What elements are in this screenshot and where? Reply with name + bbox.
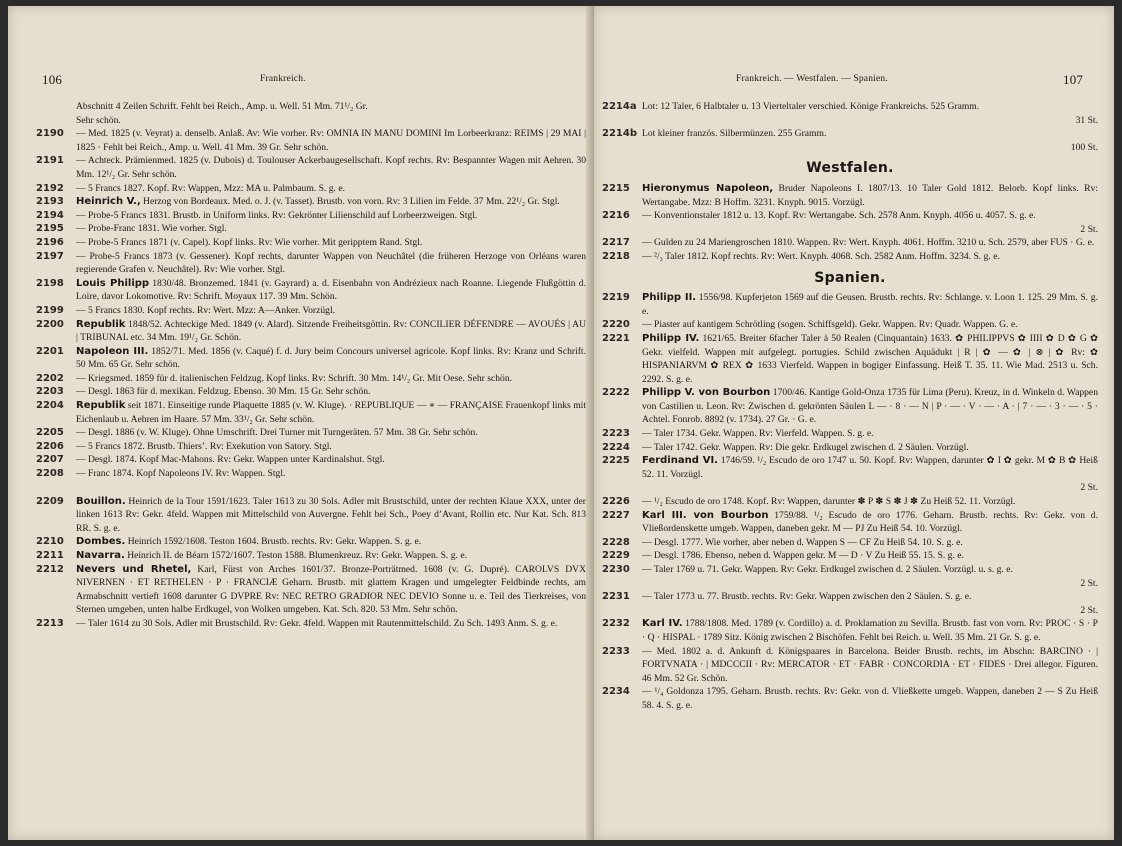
entry-description: — Taler 1734. Gekr. Wappen. Rv: Vierfeld. Wappen. S. g. e.: [642, 428, 874, 440]
lot-number: 2198: [36, 277, 64, 289]
catalog-entry: [602, 236, 1098, 250]
entry-text: [76, 535, 586, 549]
entry-description: — 5 Francs 1872. Brustb. Thiers’. Rv: Exekution von Satory. Stgl.: [76, 440, 332, 452]
ruler-name: Ferdinand VI.: [642, 455, 718, 467]
piece-count: 2 St.: [1080, 577, 1098, 589]
entry-text: [642, 182, 1098, 209]
entry-description: — Taler 1742. Gekr. Wappen. Rv: Die gekr. Erdkugel zwischen d. 2 Säulen. Vorzügl.: [642, 441, 969, 453]
entry-text: [76, 182, 586, 196]
entry-description: seit 1871. Einseitige runde Plaquette 1885 (v. W. Kluge). · REPUBLIQUE — ∗ — FRANÇAISE Frauenkopf links mit Eichenlaub u. Aehren im Haare. 57 Mm. 33¹/₂ Gr. Sehr schön.: [76, 400, 586, 425]
lot-number: 2234: [602, 686, 630, 698]
entry-description: 1700/46. Kantige Gold-Onza 1735 für Lima (Peru). Kreuz, in d. Winkeln d. Wappen von Castilien u. Leon. Rv: Zwischen d. gekrönten Säulen L — · 8 · — N | P · — · V · — · A · | 7 · — · 3 · — · 5 · Achtel. Fonrob. 8892 (v. 1734). 27 Gr. · G. e.: [642, 387, 1098, 426]
entry-description: — ²/₃ Taler 1812. Kopf rechts. Rv: Wert. Knyph. 4068. Sch. 2582 Anm. Hoffm. 3234. S. g. e.: [642, 250, 1000, 262]
catalog-entry: [602, 427, 1098, 441]
entry-text: [642, 563, 1098, 590]
lot-number: 2199: [36, 304, 64, 316]
page-number: 107: [1063, 72, 1084, 87]
entry-description: Lot kleiner französ. Silbermünzen. 255 Gramm.: [642, 128, 827, 140]
entry-description: — 5 Francs 1827. Kopf. Rv: Wappen, Mzz: MA u. Palmbaum. S. g. e.: [76, 182, 345, 194]
lot-number: 2197: [36, 250, 64, 262]
lot-number: 2200: [36, 318, 64, 330]
left-column: [36, 100, 586, 631]
catalog-entry: [36, 372, 586, 386]
lot-number: 2202: [36, 372, 64, 384]
lot-number: 2225: [602, 455, 630, 467]
catalog-entry: [602, 536, 1098, 550]
entry-text: [76, 304, 586, 318]
catalog-entry: [36, 399, 586, 426]
entry-text: [76, 345, 586, 372]
lot-number: 2210: [36, 536, 64, 548]
entry-description: — Probe-Franc 1831. Wie vorher. Stgl.: [76, 223, 227, 235]
lot-number: 2192: [36, 182, 64, 194]
left-page: [8, 6, 600, 840]
entry-description: — ¹/₂ Escudo de oro 1748. Kopf. Rv: Wappen, darunter ✽ P ✽ S ✽ J ✽ Zu Heiß 52. 11. Vorzügl.: [642, 496, 1016, 508]
lot-number: 2207: [36, 454, 64, 466]
catalog-entry: [36, 617, 586, 631]
lot-number: 2218: [602, 250, 630, 262]
entry-text: [76, 209, 586, 223]
entry-description: — Konventionstaler 1812 u. 13. Kopf. Rv: Wertangabe. Sch. 2578 Anm. Knyph. 4056 u. 4057. S. g. e.: [642, 210, 1036, 222]
lot-number: 2204: [36, 400, 64, 412]
ruler-name: Republik: [76, 400, 126, 412]
catalog-entry: [602, 685, 1098, 712]
section-heading-westfalen: Westfalen.: [806, 160, 894, 177]
entry-description: — Desgl. 1863 für d. mexikan. Feldzug. Ebenso. 30 Mm. 15 Gr. Sehr schön.: [76, 386, 371, 398]
entry-text: [642, 549, 1098, 563]
entry-text: [76, 222, 586, 236]
intro-line: Sehr schön.: [76, 114, 121, 126]
catalog-entry: [36, 563, 586, 617]
catalog-entry: [36, 426, 586, 440]
entry-text: [642, 318, 1098, 332]
entry-description: — ¹/₄ Goldonza 1795. Geharn. Brustb. rechts. Rv: Gekr. von d. Vließkette umgeb. Wappen, daneben 2 — S Zu Heiß 58. 4. S. g. e.: [642, 686, 1098, 711]
ruler-name: Karl IV.: [642, 618, 683, 630]
lot-number: 2193: [36, 196, 64, 208]
ruler-name: Napoleon III.: [76, 345, 149, 357]
catalog-entry: [602, 386, 1098, 427]
entry-description: 1788/1808. Med. 1789 (v. Cordillo) a. d. Proklamation zu Sevilla. Brustb. fast von vorn. Rv: PROC · S · P · Q · HISPAL · 1789 Sitz. König zwischen 2 Bischöfen. Fehlt bei Reich. u. Well. 35 Mm. 21 Gr. S. g. e.: [642, 618, 1098, 643]
catalog-entry: [602, 549, 1098, 563]
lot-number: 2191: [36, 155, 64, 167]
entry-description: — Probe-5 Francs 1873 (v. Gessener). Kopf rechts, darunter Wappen von Neuchâtel (die früheren Herzoge von Orléans waren regierende Grafen v. Neuchâtel). Rv: Wie vorher. Stgl.: [76, 250, 586, 276]
lot-number: 2219: [602, 292, 630, 304]
lot-number: 2206: [36, 440, 64, 452]
right-page: [594, 6, 1114, 840]
entry-text: [76, 127, 586, 154]
piece-count: 100 St.: [1070, 141, 1098, 153]
lot-number: 2223: [602, 428, 630, 440]
entry-text: [642, 236, 1098, 250]
lot-number: 2205: [36, 427, 64, 439]
entry-description: — Taler 1769 u. 71. Gekr. Wappen. Rv: Gekr. Erdkugel zwischen d. 2 Säulen. Vorzügl. u. s. g. e.: [642, 564, 1013, 575]
entry-text: [642, 291, 1098, 318]
lot-number: 2212: [36, 563, 64, 575]
catalog-entry: [602, 250, 1098, 264]
catalog-entry: [36, 277, 586, 304]
piece-count: 31 St.: [1075, 114, 1098, 126]
entry-text: [76, 277, 586, 304]
lot-number: 2195: [36, 223, 64, 235]
entry-text: [76, 195, 586, 209]
entry-description: 1852/71. Med. 1856 (v. Caqué) f. d. Jury beim Concours universel agricole. Kopf links. Rv: Kranz und Schrift. 50 Mm. 65 Gr. Sehr schön.: [76, 345, 586, 371]
catalog-entry: [602, 509, 1098, 536]
catalog-entry: [602, 495, 1098, 509]
entry-text: [642, 536, 1098, 550]
catalog-entry: [36, 236, 586, 250]
lot-number: 2230: [602, 564, 630, 575]
catalog-entry: [36, 250, 586, 277]
entry-text: [642, 127, 1098, 154]
lot-number: 2196: [36, 236, 64, 248]
entry-description: 1759/88. ¹/₂ Escudo de oro 1776. Geharn. Brustb. rechts. Rv: Gekr. von d. Vließordenskette umgeb. Wappen, daneben gekr. M — PJ Zu Heiß 54. 10. Vorzügl.: [642, 509, 1098, 535]
lot-number: 2220: [602, 319, 630, 331]
catalog-entry: [36, 385, 586, 399]
lot-number: 2233: [602, 645, 630, 657]
right-column: [602, 100, 1098, 713]
entry-text: [642, 617, 1098, 644]
entry-text: [642, 590, 1098, 617]
ruler-name: Philipp II.: [642, 292, 697, 304]
lot-number: 2194: [36, 209, 64, 221]
ruler-name: Dombes.: [76, 536, 126, 548]
catalog-entry: [602, 441, 1098, 455]
entry-text: [642, 209, 1098, 236]
catalog-entry: [602, 454, 1098, 495]
ruler-name: Republik: [76, 318, 126, 330]
catalog-entry: [36, 127, 586, 154]
catalog-entry: [36, 345, 586, 372]
piece-count: 2 St.: [1080, 223, 1098, 235]
entry-description: — 5 Francs 1830. Kopf rechts. Rv: Wert. Mzz: A—Anker. Vorzügl.: [76, 304, 336, 316]
entry-description: 1621/65. Breiter 6facher Taler à 50 Realen (Cinquantain) 1633. ✿ PHILIPPVS ✿ IIII ✿ D ✿ G ✿ Gekr. vielfeld. Wappen mit aufgelegt. portugies. Schild zwischen Aquädukt | R | ✿ — ✿ | ⊗ | ✿ Rv: ✿ HISPANIARVM ✿ REX ✿ 1633 Vierfeld. Wappen in bogiger Einfassung. Heiß T. 35. 11. Wie Mad. 2513 u. Sch. 2292. S. g. e.: [642, 332, 1098, 385]
entry-text: [76, 236, 586, 250]
catalog-entry: [36, 304, 586, 318]
entry-text: [642, 441, 1098, 455]
ruler-name: Bouillon.: [76, 495, 126, 507]
entry-text: [642, 454, 1098, 495]
lot-number: 2216: [602, 210, 630, 222]
entry-description: Heinrich de la Tour 1591/1623. Taler 1613 zu 30 Sols. Adler mit Brustschild, unter der rechten Klaue XXX, unter der linken 1613 Rv: Gekr. 4feld. Wappen mit Mittelschild von Auvergne. Fehlt bei Sch., Poey d’Avant, Rollin etc. Nur Kat. Sch. 813 RR. S. g. e.: [76, 495, 586, 534]
entry-description: — Med. 1802 a. d. Ankunft d. Königspaares in Barcelona. Beider Brustb. rechts, im Abschn: BARCINO · | FORTVNATA · | MDCCCII · Rv: MERCATOR · ET · FABR · CONCORDIA · ET · FIDES · Drei allegor. Figuren. 46 Mm. 52 Gr. Schön.: [642, 645, 1098, 684]
entry-text: [76, 250, 586, 277]
lot-number: 2209: [36, 495, 64, 507]
catalog-entry: [602, 182, 1098, 209]
lot-number: 2203: [36, 386, 64, 398]
catalog-entry: [36, 222, 586, 236]
entry-text: [642, 386, 1098, 427]
catalog-entry: [36, 209, 586, 223]
piece-count: 2 St.: [1080, 482, 1098, 494]
catalog-entry: [36, 154, 586, 181]
entry-description: — Achteck. Prämienmed. 1825 (v. Dubois) d. Toulouser Ackerbaugesellschaft. Kopf rechts. Rv: Bespannter Wagen mit Aehren. 30 Mm. 12¹/₂ Gr. Sehr schön.: [76, 155, 586, 180]
catalog-entry: [602, 590, 1098, 617]
entry-text: [76, 495, 586, 536]
ruler-name: Hieronymus Napoleon,: [642, 182, 774, 194]
lot-number: 2215: [602, 182, 630, 194]
entry-text: [642, 100, 1098, 127]
catalog-entry: [602, 332, 1098, 386]
lot-number: 2208: [36, 468, 64, 480]
lot-number: 2211: [36, 550, 64, 561]
entry-text: [76, 563, 586, 617]
entry-description: Heinrich II. de Béarn 1572/1607. Teston 1588. Blumenkreuz. Rv: Gekr. Wappen. S. g. e.: [124, 550, 467, 561]
entry-text: [76, 617, 586, 631]
entry-text: [642, 509, 1098, 536]
lot-number: 2190: [36, 128, 64, 140]
entry-description: — Franc 1874. Kopf Napoleons IV. Rv: Wappen. Stgl.: [76, 468, 286, 480]
intro-line: Abschnitt 4 Zeilen Schrift. Fehlt bei Reich., Amp. u. Well. 51 Mm. 71¹/₂ Gr.: [76, 101, 368, 112]
catalog-entry: [36, 495, 586, 536]
lot-number: 2214b: [602, 128, 637, 140]
ruler-name: Navarra.: [76, 550, 125, 561]
entry-description: — Gulden zu 24 Mariengroschen 1810. Wappen. Rv: Wert. Knyph. 4061. Hoffm. 3210 u. Sch. 2579, aber FUS · G. e.: [642, 237, 1095, 249]
page-number: 106: [42, 72, 63, 87]
ruler-name: Nevers und Rhetel,: [76, 563, 192, 575]
lot-number: 2213: [36, 617, 64, 629]
lot-number: 2217: [602, 237, 630, 249]
entry-text: [76, 426, 586, 440]
entry-text: [642, 685, 1098, 712]
entry-description: Lot: 12 Taler, 6 Halbtaler u. 13 Vierteltaler verschied. Könige Frankreichs. 525 Gramm.: [642, 101, 980, 112]
ruler-name: Philipp V. von Bourbon: [642, 387, 771, 399]
piece-count: 2 St.: [1080, 604, 1098, 616]
running-head: Frankreich.: [260, 74, 306, 84]
entry-text: [76, 399, 586, 426]
entry-description: 1848/52. Achteckige Med. 1849 (v. Alard). Sitzende Freiheitsgöttin. Rv: CONCILIER DÉFENDRE — AVOUÉS | AU | TRIBUNAL etc. 34 Mm. 19¹/₂ Gr. Schön.: [76, 318, 586, 344]
entry-description: 1556/98. Kupferjeton 1569 auf die Geusen. Brustb. rechts. Rv: Schlange. v. Loon 1. 125. 29 Mm. S. g. e.: [642, 292, 1098, 317]
entry-text: [642, 645, 1098, 686]
entry-description: 1746/59. ¹/₂ Escudo de oro 1747 u. 50. Kopf. Rv: Wappen, darunter ✿ I ✿ gekr. M ✿ B ✿ Heiß 52. 11. Vorzügl.: [642, 455, 1098, 480]
entry-description: — Desgl. 1886 (v. W. Kluge). Ohne Umschrift. Drei Turner mit Turngeräten. 57 Mm. 38 Gr. Sehr schön.: [76, 427, 478, 439]
entry-text: [76, 385, 586, 399]
catalog-entry: [602, 209, 1098, 236]
entry-description: Bruder Napoleons I. 1807/13. 10 Taler Gold 1812. Belorb. Kopf links. Rv: Wertangabe. Mzz: B Hoffm. 3231. Knyph. 9015. Vorzügl.: [642, 182, 1098, 208]
catalog-entry: [602, 645, 1098, 686]
catalog-entry: [36, 440, 586, 454]
catalog-entry: [602, 617, 1098, 644]
entry-description: Karl, Fürst von Arches 1601/37. Bronze-Porträtmed. 1608 (v. G. Dupré). CAROLVS DVX NIVERNEN · ET RETHELEN · P · FRANCIÆ Geharn. Brustb. mit glattem Kragen und umgelegter Feldbinde rechts, am Armabschnitt vertieft 1608 darunter G DVPRE Rv: NEC RETRO GRADIOR NEC DEVIO Sonne u. e. Teil des Tierkreises, von Sternen umgeben, unten halbe Erdkugel, von Wolken umgeben. Kat. Sch. 820. 53 Mm. Sehr schön.: [76, 563, 586, 616]
catalog-entry: [36, 467, 586, 481]
entry-text: [76, 467, 586, 481]
lot-number: 2224: [602, 441, 630, 453]
lot-number: 2229: [602, 550, 630, 562]
entry-description: — Probe-5 Francs 1871 (v. Capel). Kopf links. Rv: Wie vorher. Mit geripptem Rand. Stgl.: [76, 236, 423, 248]
catalog-entry: [36, 549, 586, 563]
catalog-entry: [602, 100, 1098, 127]
catalog-entry: [36, 195, 586, 209]
catalog-entry: [602, 291, 1098, 318]
lot-number: 2227: [602, 509, 630, 521]
entry-description: Heinrich 1592/1608. Teston 1604. Brustb. rechts. Rv: Gekr. Wappen. S. g. e.: [125, 536, 422, 548]
lot-number: 2201: [36, 345, 64, 357]
entry-text: [76, 440, 586, 454]
catalog-entry: [36, 453, 586, 467]
lot-number: 2214a: [602, 101, 637, 112]
catalog-entry: [602, 127, 1098, 154]
catalog-entry: [602, 563, 1098, 590]
entry-description: 1830/48. Bronzemed. 1841 (v. Gayrard) a. d. Eisenbahn von Andrézieux nach Roanne. Liegende Flußgöttin d. Loire, davor Lokomotive. Rv: Schrift. Moyaux 117. 39 Mm. Schön.: [76, 277, 586, 303]
entry-text: [76, 372, 586, 386]
entry-description: — Taler 1614 zu 30 Sols. Adler mit Brustschild. Rv: Gekr. 4feld. Wappen mit Rautenmittelschild. Zu Sch. 1493 Anm. S. g. e.: [76, 617, 558, 629]
entry-description: — Piaster auf kantigem Schrötling (sogen. Schiffsgeld). Gekr. Wappen. Rv: Quadr. Wappen. G. e.: [642, 319, 1018, 331]
ruler-name: Philipp IV.: [642, 332, 700, 344]
entry-text: [76, 318, 586, 345]
lot-number: 2228: [602, 536, 630, 548]
entry-description: — Desgl. 1786. Ebenso, neben d. Wappen gekr. M — D · V Zu Heiß 55. 15. S. g. e.: [642, 550, 964, 562]
entry-text: [642, 495, 1098, 509]
entry-description: — Med. 1825 (v. Veyrat) a. denselb. Anlaß. Av: Wie vorher. Rv: OMNIA IN MANU DOMINI Im Lorbeerkranz: REIMS | 29 MAI | 1825 · Fehlt bei Reich., Amp. u. Well. 41 Mm. 39 Gr. Sehr schön.: [76, 128, 586, 153]
catalog-entry: [36, 535, 586, 549]
catalog-entry: [36, 182, 586, 196]
catalog-entry: [36, 318, 586, 345]
entry-description: — Taler 1773 u. 77. Brustb. rechts. Rv: Gekr. Wappen zwischen den 2 Säulen. S. g. e.: [642, 591, 972, 603]
entry-description: — Probe-5 Francs 1831. Brustb. in Uniform links. Rv: Gekrönter Lilienschild auf Lorbeerzweigen. Stgl.: [76, 209, 478, 221]
entry-text: [642, 332, 1098, 386]
lot-number: 2231: [602, 591, 630, 603]
entry-text: [76, 154, 586, 181]
lot-number: 2232: [602, 618, 630, 630]
catalog-entry: [602, 318, 1098, 332]
entry-description: — Desgl. 1777. Wie vorher, aber neben d. Wappen S — CF Zu Heiß 54. 10. S. g. e.: [642, 536, 963, 548]
entry-text: [76, 453, 586, 467]
lot-number: 2226: [602, 496, 630, 508]
ruler-name: Karl III. von Bourbon: [642, 509, 769, 521]
running-head: Frankreich. — Westfalen. — Spanien.: [736, 74, 888, 84]
entry-text: [642, 427, 1098, 441]
entry-description: — Kriegsmed. 1859 für d. italienischen Feldzug. Kopf links. Rv: Schrift. 30 Mm. 14¹/₂ Gr. Mit Oese. Sehr schön.: [76, 372, 513, 384]
entry-text: [642, 250, 1098, 264]
lot-number: 2222: [602, 387, 630, 399]
entry-description: Herzog von Bordeaux. Med. o. J. (v. Tasset). Brustb. von vorn. Rv: 3 Lilien im Felde. 37 Mm. 22¹/₂ Gr. Stgl.: [140, 196, 560, 208]
entry-description: — Desgl. 1874. Kopf Mac-Mahons. Rv: Gekr. Wappen unter Kardinalshut. Stgl.: [76, 454, 385, 466]
entry-text: [76, 549, 586, 563]
lot-number: 2221: [602, 332, 630, 344]
section-heading-spanien: Spanien.: [814, 269, 886, 286]
ruler-name: Louis Philipp: [76, 277, 150, 289]
ruler-name: Heinrich V.,: [76, 196, 141, 208]
